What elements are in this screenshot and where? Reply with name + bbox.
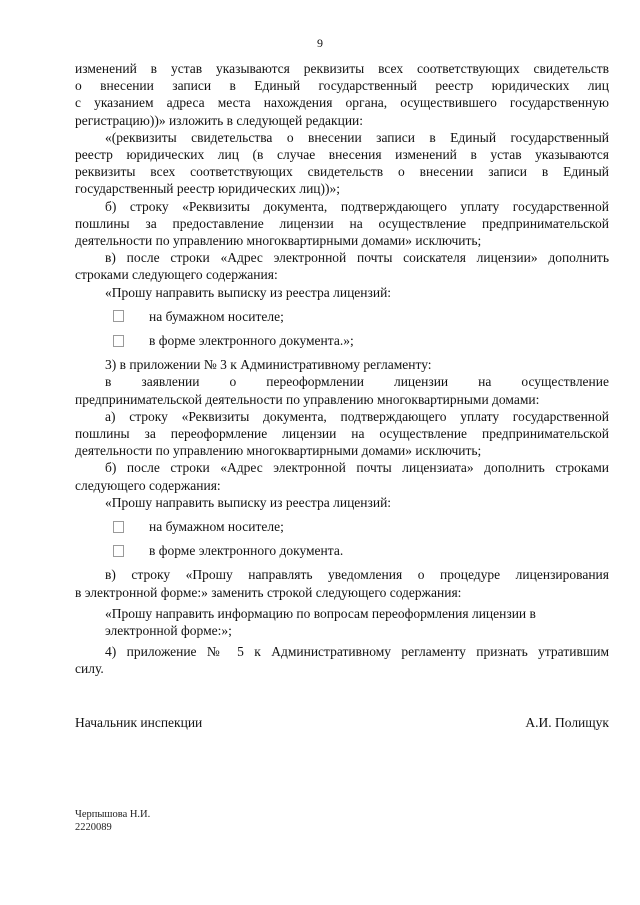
text-line: следующего содержания:: [75, 477, 221, 493]
text-line: пошлины за предоставление лицензии на осуществление предпринимательской: [75, 215, 609, 231]
text-line: «Прошу направить выписку из реестра лицензий:: [105, 494, 392, 510]
checkbox-option-paper: [113, 308, 609, 325]
checkbox-icon: [113, 545, 124, 557]
page-number: 9: [317, 36, 323, 50]
checkbox-option-electronic: [113, 332, 609, 349]
text-line: изменений в устав указываются реквизиты всех соответствующих свидетельств: [75, 61, 609, 76]
text-line: «Прошу направить информацию по вопросам переоформления лицензии в: [105, 605, 536, 621]
checkbox-label: в форме электронного документа.: [149, 543, 344, 559]
text-line: в) строку «Прошу направлять уведомления о процедуре лицензирования: [105, 567, 609, 583]
text-line: о внесении записи в Единый государственный реестр юридических лиц: [75, 78, 609, 94]
checkbox-icon: [113, 310, 124, 322]
signature-block: [75, 715, 609, 731]
checkbox-option-paper: [113, 518, 609, 535]
text-line: в) после строки «Адрес электронной почты соискателя лицензии» дополнить: [105, 250, 609, 266]
text-line: силу.: [75, 661, 104, 677]
text-line: строками следующего содержания:: [75, 267, 278, 283]
checkbox-option-electronic: [113, 542, 609, 559]
text-line: реестр юридических лиц (в случае внесения изменений в устав указываются: [75, 147, 609, 163]
document-body: [75, 60, 609, 678]
text-line: 4) приложение № 5 к Административному регламенту признать утратившим: [105, 644, 609, 660]
text-line: б) после строки «Адрес электронной почты лицензиата» дополнить строками: [105, 460, 609, 476]
checkbox-icon: [113, 521, 124, 533]
text-line: с указанием адреса места нахождения органа, осуществившего государственную: [75, 95, 609, 111]
signatory-position: Начальник инспекции: [75, 715, 203, 730]
text-line: «(реквизиты свидетельства о внесении записи в Единый государственный: [105, 129, 609, 145]
text-line: реквизиты всех соответствующих свидетельств о внесении записи в Единый: [75, 164, 609, 180]
text-line: 3) в приложении № 3 к Административному регламенту:: [105, 357, 432, 373]
text-line: «Прошу направить выписку из реестра лицензий:: [105, 284, 392, 300]
text-line: а) строку «Реквизиты документа, подтверждающего уплату государственной: [105, 408, 609, 424]
text-line: электронной форме:»;: [105, 623, 232, 639]
checkbox-icon: [113, 335, 124, 347]
checkbox-label: на бумажном носителе;: [149, 519, 284, 535]
checkbox-label: в форме электронного документа.»;: [149, 333, 354, 349]
text-line: б) строку «Реквизиты документа, подтверждающего уплату государственной: [105, 198, 609, 214]
text-line: предпринимательской деятельности по управлению многоквартирными домами:: [75, 391, 540, 407]
text-line: в заявлении о переоформлении лицензии на осуществление: [105, 374, 609, 390]
text-line: регистрацию))» изложить в следующей редакции:: [75, 112, 364, 128]
text-line: деятельности по управлению многоквартирными домами» исключить;: [75, 233, 482, 249]
text-line: государственный реестр юридических лиц))»;: [75, 181, 341, 197]
executor-name: Черпышова Н.И.: [75, 809, 151, 820]
executor-phone: 2220089: [75, 822, 112, 833]
executor-footer: [75, 808, 150, 834]
text-line: деятельности по управлению многоквартирными домами» исключить;: [75, 443, 482, 459]
text-line: в электронной форме:» заменить строкой следующего содержания:: [75, 584, 462, 600]
signatory-name: А.И. Полищук: [525, 715, 609, 730]
checkbox-label: на бумажном носителе;: [149, 308, 284, 324]
text-line: пошлины за переоформление лицензии на осуществление предпринимательской: [75, 426, 609, 442]
